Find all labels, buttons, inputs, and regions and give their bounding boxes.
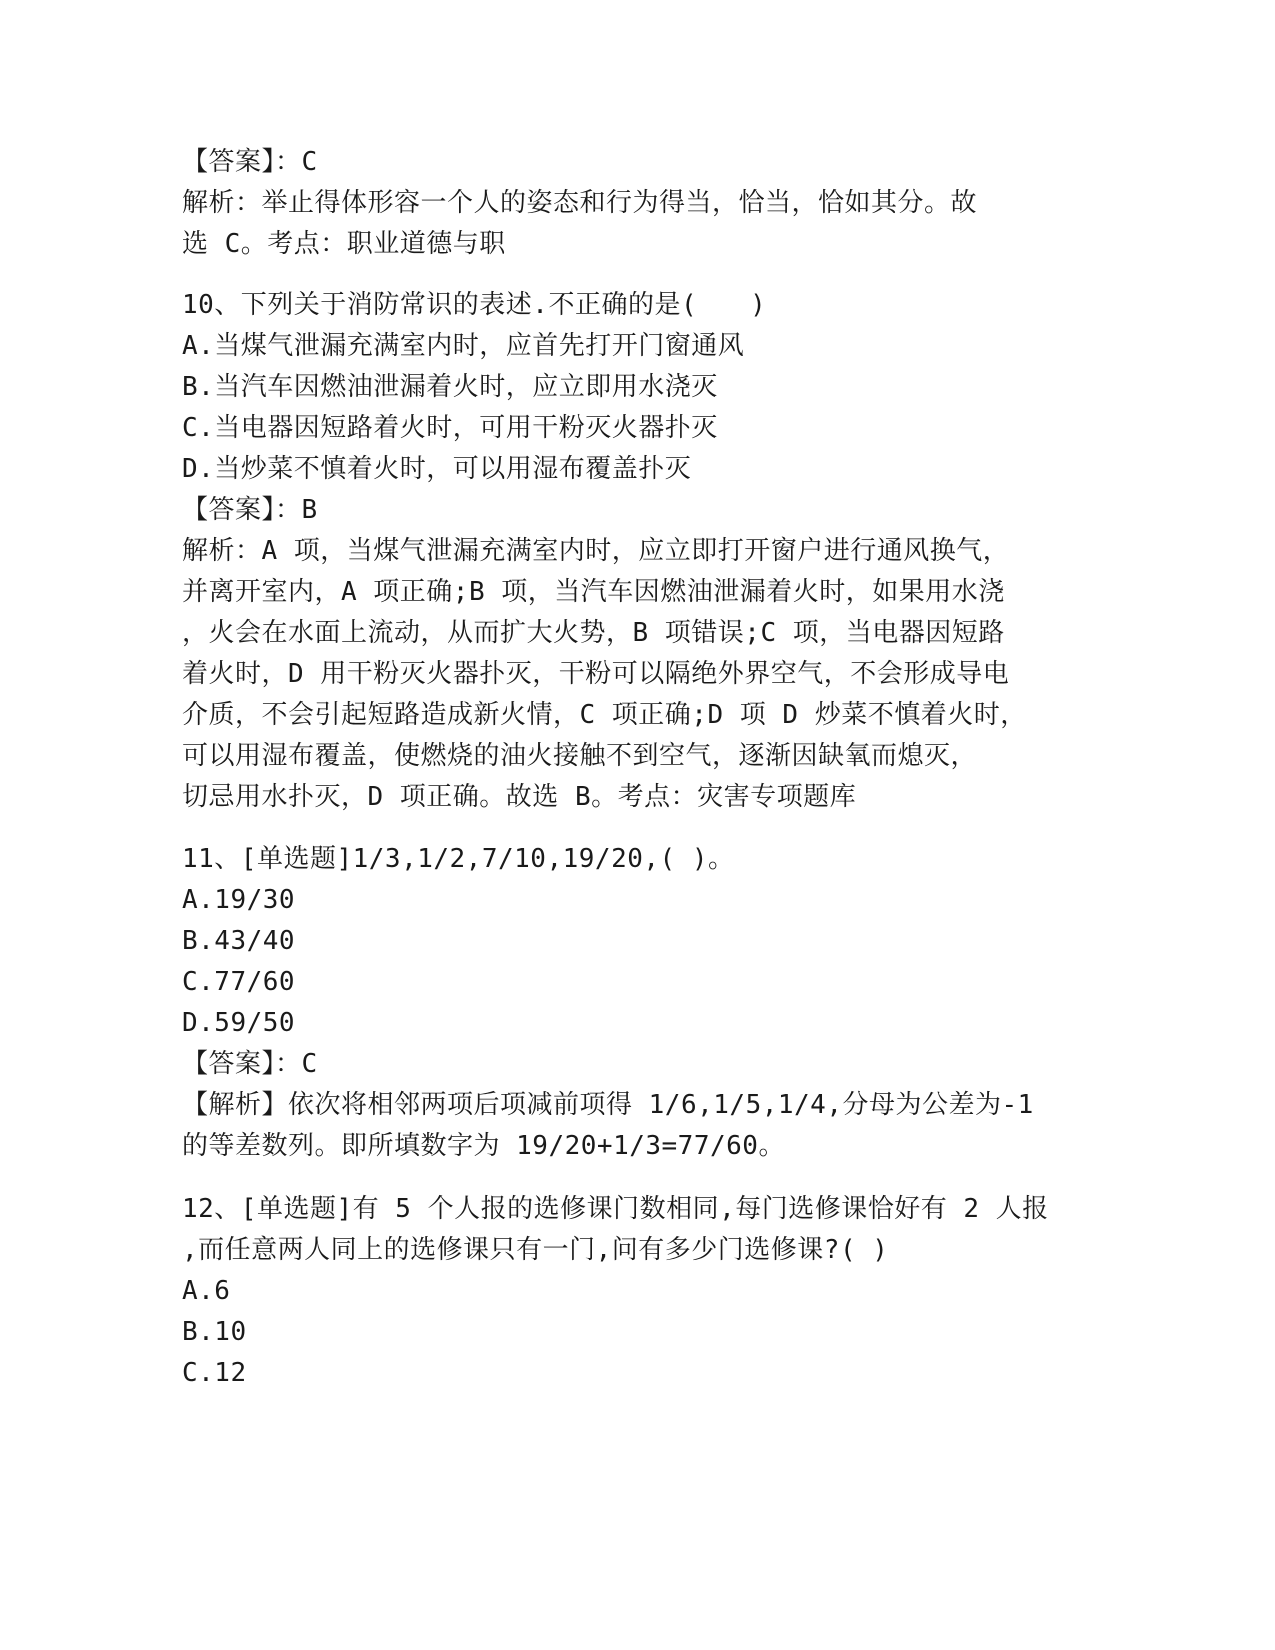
question-12-title-line: 12、[单选题]有 5 个人报的选修课门数相同,每门选修课恰好有 2 人报	[182, 1194, 1049, 1224]
question-10-analysis-line: 解析：A 项，当煤气泄漏充满室内时，应立即打开窗户进行通风换气，	[182, 536, 1010, 566]
question-10-analysis-line: 着火时，D 用干粉灭火器扑灭，干粉可以隔绝外界空气，不会形成导电	[182, 659, 1010, 689]
question-10-title: 10、下列关于消防常识的表述.不正确的是( )	[182, 290, 767, 320]
question-10-analysis-line: 切忌用水扑灭，D 项正确。故选 B。考点：灾害专项题库	[182, 782, 857, 812]
question-12-option-b: B.10	[182, 1317, 247, 1347]
question-10-analysis-line: 介质，不会引起短路造成新火情，C 项正确;D 项 D 炒菜不慎着火时，	[182, 700, 1027, 730]
question-11-title: 11、[单选题]1/3,1/2,7/10,19/20,( )。	[182, 844, 735, 874]
question-10-answer: 【答案】：B	[182, 495, 318, 525]
question-11-option-c: C.77/60	[182, 967, 296, 997]
question-12-option-a: A.6	[182, 1276, 231, 1306]
question-10-analysis-line: ，火会在水面上流动，从而扩大火势，B 项错误;C 项，当电器因短路	[182, 618, 1005, 648]
question-10-option-a: A.当煤气泄漏充满室内时，应首先打开门窗通风	[182, 331, 745, 361]
question-11-analysis-line: 的等差数列。即所填数字为 19/20+1/3=77/60。	[182, 1131, 785, 1161]
answer-line: 【答案】：C	[182, 147, 318, 177]
question-10-option-d: D.当炒菜不慎着火时，可以用湿布覆盖扑灭	[182, 454, 692, 484]
analysis-line: 选 C。考点：职业道德与职	[182, 229, 506, 259]
question-11-option-a: A.19/30	[182, 885, 296, 915]
question-10-option-c: C.当电器因短路着火时，可用干粉灭火器扑灭	[182, 413, 718, 443]
question-11-answer: 【答案】：C	[182, 1049, 318, 1079]
question-12-option-c: C.12	[182, 1358, 247, 1388]
question-11-option-d: D.59/50	[182, 1008, 296, 1038]
question-10-option-b: B.当汽车因燃油泄漏着火时，应立即用水浇灭	[182, 372, 718, 402]
question-11-analysis-line: 【解析】依次将相邻两项后项减前项得 1/6,1/5,1/4,分母为公差为-1	[182, 1090, 1034, 1120]
question-10-analysis-line: 可以用湿布覆盖，使燃烧的油火接触不到空气，逐渐因缺氧而熄灭，	[182, 741, 978, 771]
question-10-analysis-line: 并离开室内，A 项正确;B 项，当汽车因燃油泄漏着火时，如果用水浇	[182, 577, 1005, 607]
question-11-option-b: B.43/40	[182, 926, 296, 956]
analysis-line: 解析：举止得体形容一个人的姿态和行为得当，恰当，恰如其分。故	[182, 188, 978, 218]
question-12-title-line: ,而任意两人同上的选修课只有一门,问有多少门选修课?( )	[182, 1235, 889, 1265]
